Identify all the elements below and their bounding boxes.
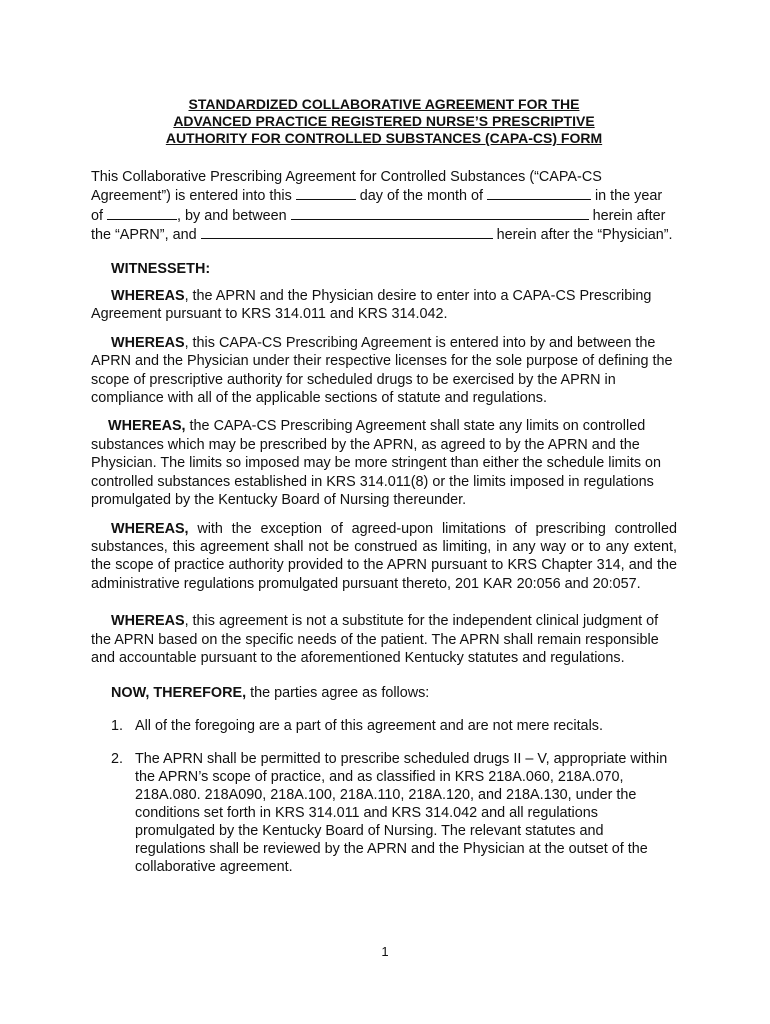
now-therefore-label: NOW, THEREFORE,: [111, 685, 247, 702]
list-item-text: The APRN shall be permitted to prescribe scheduled drugs II – V, appropriate within the APRN’s scope of practice, and as classified in KRS 218A.060, 218A.070, 218A.080. 218A090, 218A.100, 218A.110, 218A.120, and 218A.130, under the conditions set forth in KRS 314.011 and KRS 314.042 and all regulations promulgated by the Kentucky Board of Nursing. The relevant statutes and regulations shall be reviewed by the APRN and the Physician at the outset of the collaborative agreement.: [135, 750, 668, 875]
intro-text: in the year of: [91, 188, 663, 224]
month-blank: [487, 186, 591, 200]
whereas-paragraph: [91, 520, 677, 594]
whereas-label: WHEREAS: [111, 334, 185, 351]
whereas-text: , the APRN and the Physician desire to enter into a CAPA-CS Prescribing Agreement pursuant to KRS 314.011 and KRS 314.042.: [91, 288, 652, 323]
whereas-text: , this CAPA-CS Prescribing Agreement is entered into by and between the APRN and the Physician under their respective licenses for the sole purpose of defining the scope of prescriptive authority for scheduled drugs to be exercised by the APRN in compliance with all of the applicable sections of statute and regulations.: [91, 334, 673, 407]
title-line: ADVANCED PRACTICE REGISTERED NURSE’S PRESCRIPTIVE: [173, 113, 595, 129]
day-blank: [296, 186, 356, 200]
physician-name-blank: [201, 225, 493, 239]
intro-text: day of the month of: [355, 188, 487, 205]
list-item-text: All of the foregoing are a part of this agreement and are not mere recitals.: [135, 717, 603, 734]
list-item-number: 2.: [111, 750, 124, 767]
agreement-list: [91, 717, 677, 876]
intro-text: herein after the “APRN”, and: [91, 207, 666, 244]
page-number: 1: [381, 944, 389, 959]
whereas-text: , this agreement is not a substitute for the independent clinical judgment of the APRN based on the specific needs of the patient. The APRN shall remain responsible and accountable pursuant to the aforementioned Kentucky statutes and regulations.: [91, 613, 659, 666]
whereas-paragraph: [91, 287, 677, 324]
whereas-paragraph: [91, 334, 677, 408]
now-therefore-text: the parties agree as follows:: [246, 685, 430, 702]
whereas-text: the CAPA-CS Prescribing Agreement shall state any limits on controlled substances which may be prescribed by the APRN, as agreed to by the APRN and the Physician. The limits so imposed may be more stringent than either the schedule limits on controlled substances established in KRS 314.011(8) or the limits imposed in regulations promulgated by the Kentucky Board of Nursing thereunder.: [91, 418, 662, 509]
now-therefore-paragraph: [91, 684, 677, 702]
intro-text: This Collaborative Prescribing Agreement for Controlled Substances (“CAPA-CS Agreement”) is entered into this: [91, 169, 602, 205]
intro-text: , by and between: [177, 207, 291, 224]
intro-paragraph: [91, 168, 677, 245]
title-line: STANDARDIZED COLLABORATIVE AGREEMENT FOR THE: [188, 96, 580, 112]
whereas-paragraph: [91, 612, 677, 667]
list-item: [91, 717, 677, 735]
whereas-label: WHEREAS,: [108, 418, 186, 435]
aprn-name-blank: [291, 206, 589, 220]
list-item-number: 1.: [111, 717, 124, 734]
whereas-label: WHEREAS: [111, 288, 185, 305]
whereas-label: WHEREAS: [111, 613, 185, 630]
whereas-paragraph: [91, 417, 677, 509]
document-title: [91, 96, 677, 147]
whereas-label: WHEREAS,: [111, 520, 189, 537]
whereas-text: with the exception of agreed-upon limitations of prescribing controlled substances, this agreement shall not be construed as limiting, in any way or to any extent, the scope of practice authority provided to the APRN pursuant to KRS Chapter 314, and the administrative regulations promulgated pursuant thereto, 201 KAR 20:056 and 20:057.: [91, 520, 677, 592]
intro-text: herein after the “Physician”.: [492, 227, 673, 244]
witnesseth-heading: WITNESSETH:: [111, 260, 211, 277]
document-page: [91, 96, 677, 891]
list-item: [91, 750, 677, 876]
year-blank: [107, 206, 177, 220]
title-line: AUTHORITY FOR CONTROLLED SUBSTANCES (CAPA-CS) FORM: [165, 130, 603, 146]
